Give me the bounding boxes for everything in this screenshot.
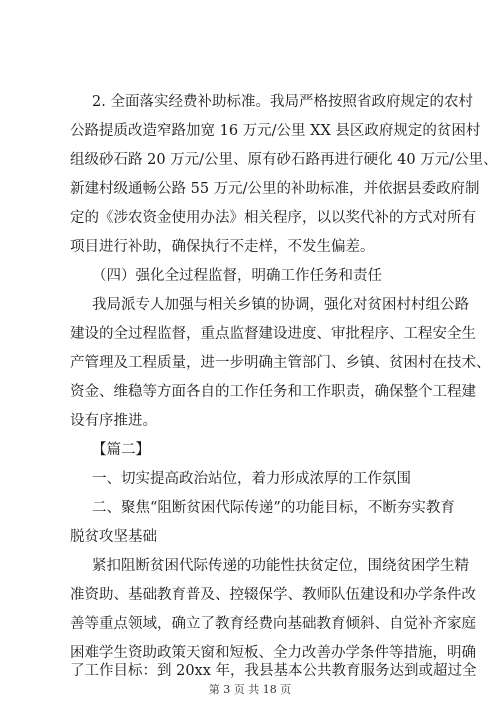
paragraph-line: 公路提质改造窄路加宽 16 万元/公里 XX 县区政府规定的贫困村 — [70, 123, 481, 139]
paragraph-line: 定的《涉农资金使用办法》相关程序，以以奖代补的方式对所有 — [70, 210, 476, 226]
paragraph-line: 2. 全面落实经费补助标准。我局严格按照省政府规定的农村 — [92, 94, 473, 110]
paragraph-line: 组级砂石路 20 万元/公里、原有砂石路再进行硬化 40 万元/公里、 — [70, 152, 498, 168]
paragraph-line: 我局派专人加强与相关乡镇的协调，强化对贫困村村组公路 — [92, 297, 469, 313]
paragraph-line: 产管理及工程质量，进一步明确主管部门、乡镇、贫困村在技术、 — [70, 355, 491, 371]
paragraph-line: 资金、维稳等方面各自的工作任务和工作职责，确保整个工程建 — [70, 384, 476, 400]
section-heading: 二、聚焦“阻断贫困代际传递”的功能目标，不断夯实教育 — [92, 500, 455, 516]
paragraph-line: 新建村级通畅公路 55 万元/公里的补助标准，并依据县委政府制 — [70, 181, 480, 197]
page-footer: 第 3 页 共 18 页 — [208, 683, 292, 696]
paragraph-line: 建设的全过程监督，重点监督建设进度、审批程序、工程安全生 — [70, 326, 476, 342]
section-heading: 一、切实提高政治站位，着力形成浓厚的工作氛围 — [92, 471, 411, 487]
paragraph-line: 困难学生资助政策天窗和短板、全力改善办学条件等措施，明确 — [70, 645, 476, 661]
paragraph-line: 项目进行补助，确保执行不走样，不发生偏差。 — [70, 239, 375, 255]
paragraph-line: 准资助、基础教育普及、控辍保学、教师队伍建设和办学条件改 — [70, 587, 476, 603]
section-heading: （四）强化全过程监督，明确工作任务和责任 — [92, 268, 382, 284]
section-heading-continued: 脱贫攻坚基础 — [70, 529, 157, 545]
paragraph-line: 善等重点领域，确立了教育经费向基础教育倾斜、自觉补齐家庭 — [70, 616, 476, 632]
paragraph-line: 紧扣阻断贫困代际传递的功能性扶贫定位，围绕贫困学生精 — [92, 558, 469, 574]
paragraph-line: 了工作目标：到 20xx 年，我县基本公共教育服务达到或超过全 — [70, 663, 477, 679]
part-heading: 【篇二】 — [92, 442, 150, 458]
paragraph-line: 设有序推进。 — [70, 413, 157, 429]
